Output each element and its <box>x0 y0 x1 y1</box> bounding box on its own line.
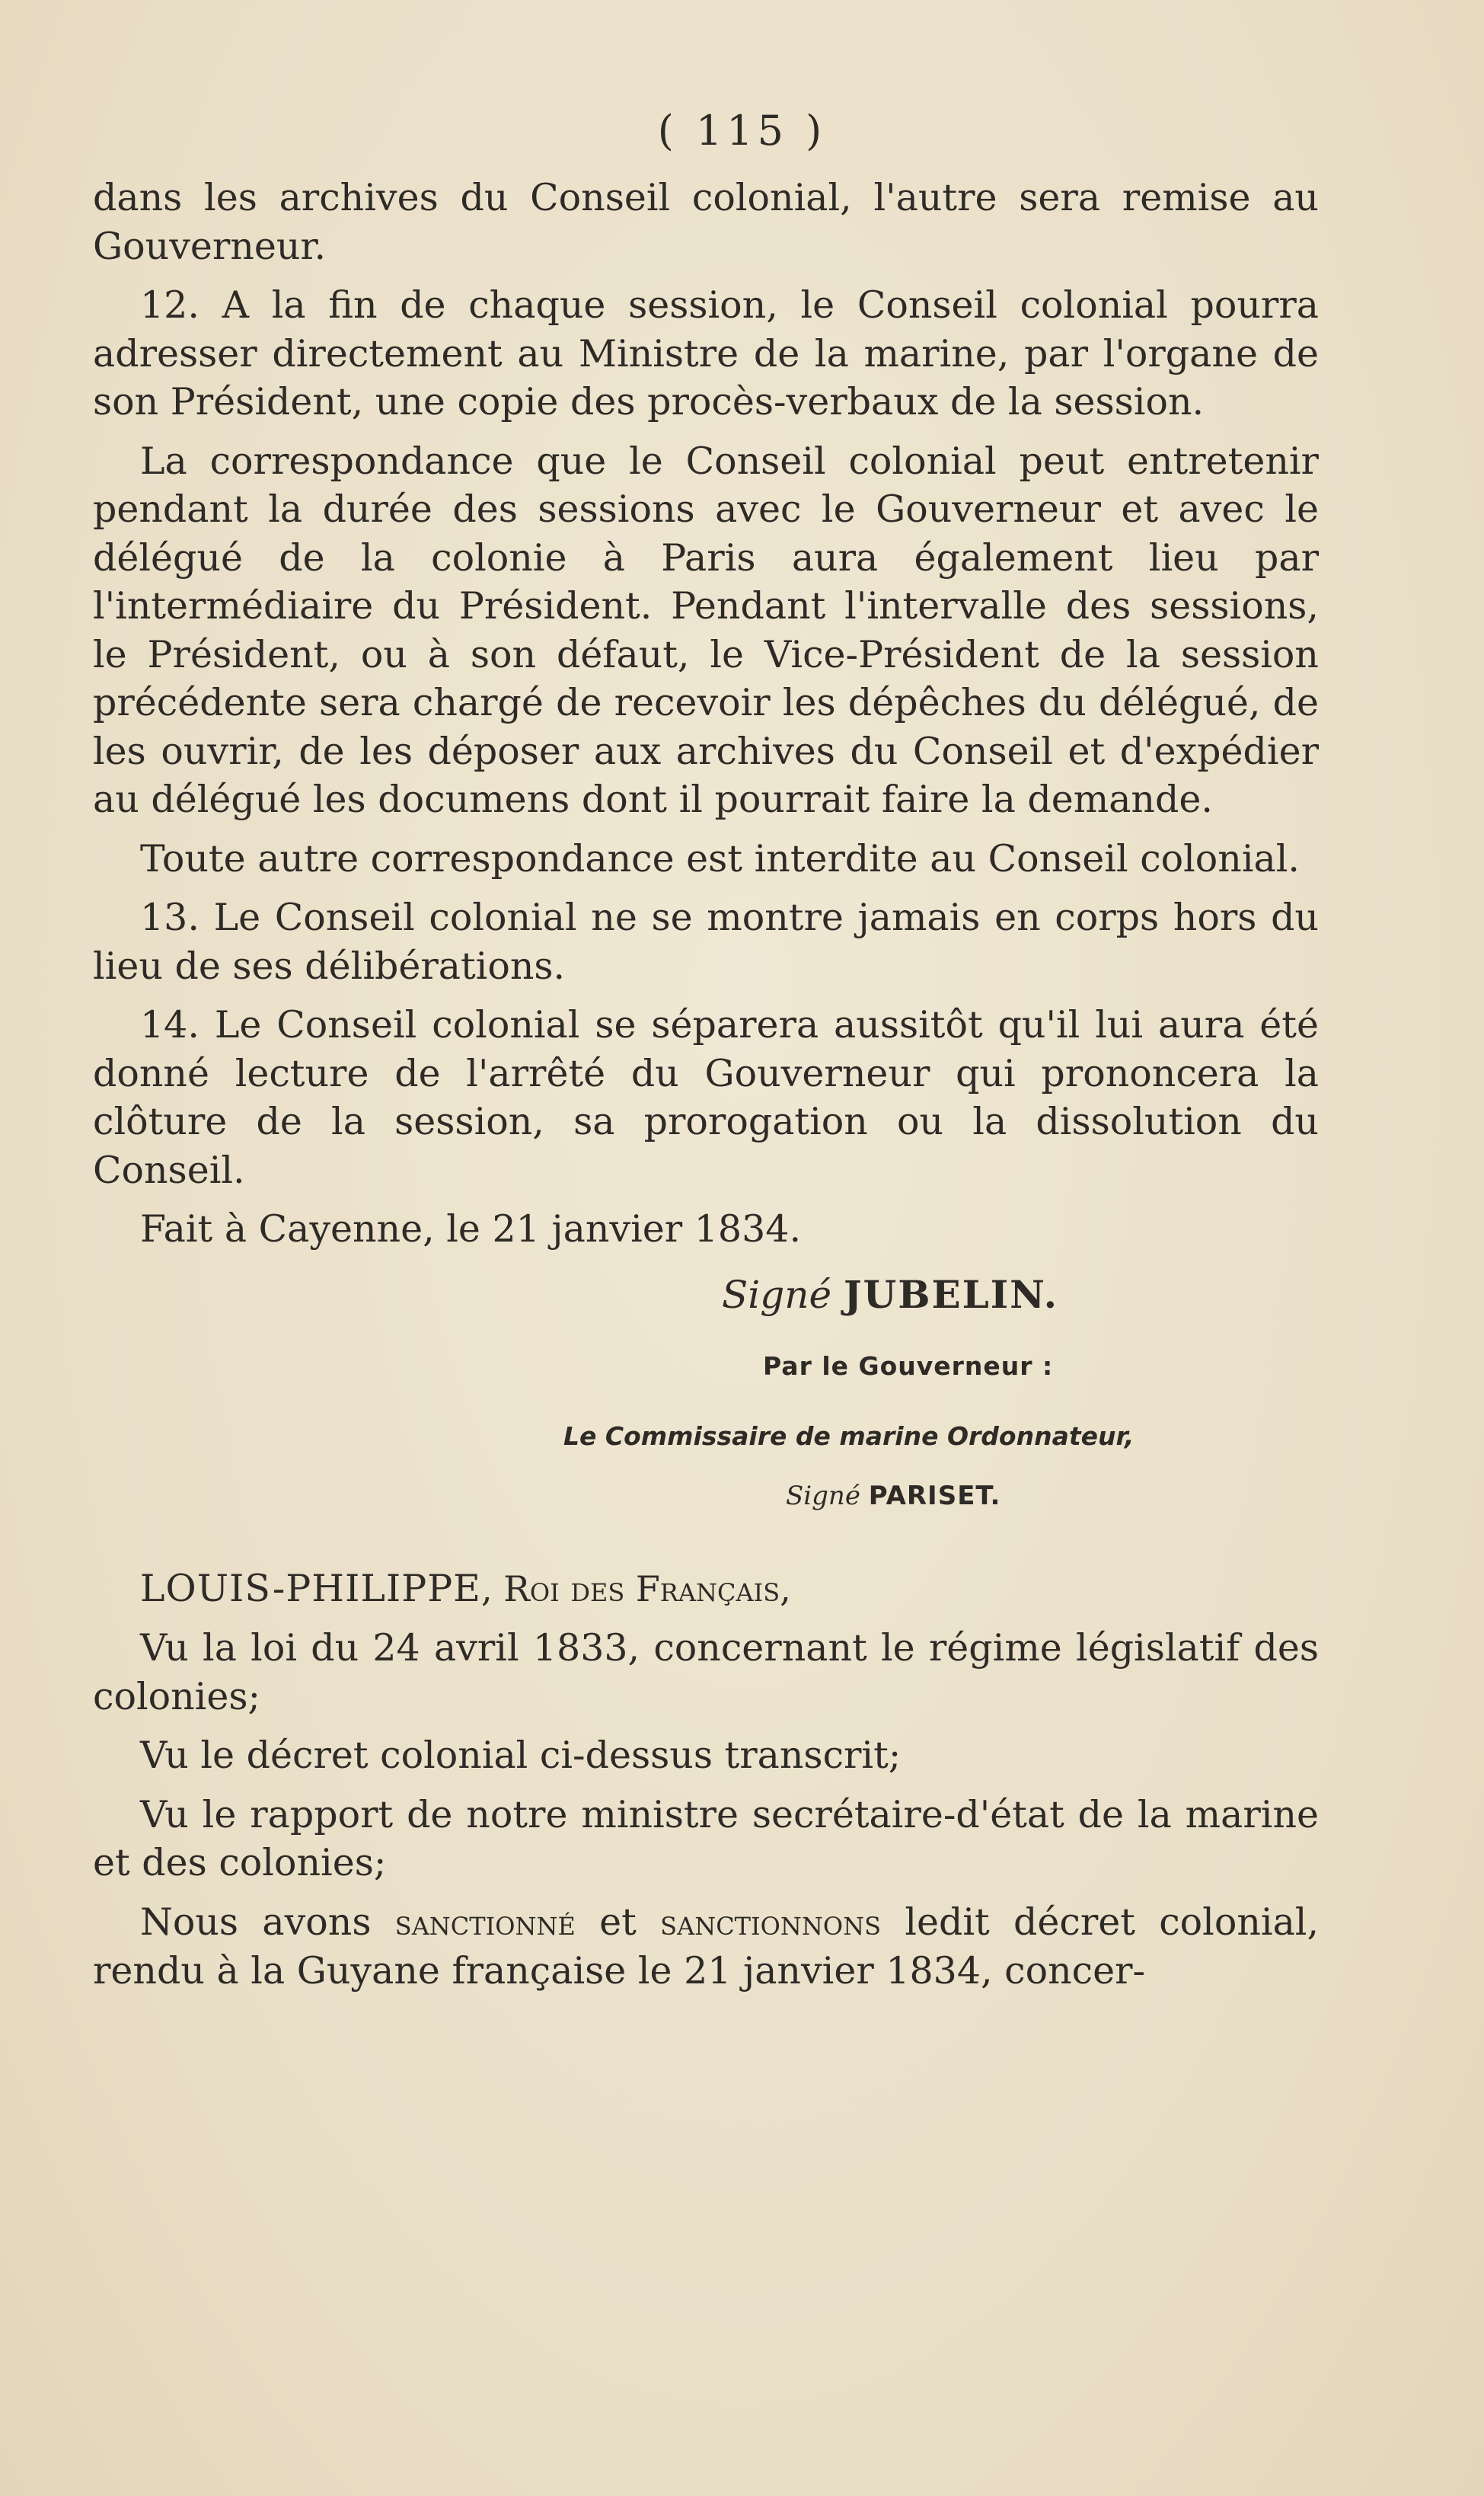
ordinance-considerant-3: Vu le rapport de notre ministre secrétaire-d'état de la marine et des colonies; <box>93 1792 1319 1884</box>
sanction-part-a: Nous avons <box>140 1900 372 1944</box>
sanction-keyword-1: sanctionné <box>394 1901 576 1943</box>
page-number: ( 115 ) <box>657 107 827 155</box>
ordinance-considerant-2: Vu le décret colonial ci-dessus transcrit; <box>140 1734 902 1777</box>
sanction-part-e: ledit décret colonial, rendu à la Guyane française le 21 janvier 1834, concer- <box>93 1900 1320 1993</box>
ordinance-considerant-1: Vu la loi du 24 avril 1833, concernant le régime législatif des colonies; <box>93 1626 1319 1718</box>
by-governor-line: Par le Gouverneur : <box>763 1350 1054 1381</box>
king-name: LOUIS-PHILIPPE <box>140 1566 481 1610</box>
king-heading <box>93 1564 1319 1614</box>
sanction-keyword-2: sanctionnons <box>660 1901 882 1943</box>
signature-jubelin <box>93 1264 1319 1325</box>
document-body <box>93 174 1319 2006</box>
paragraph-correspondence: La correspondance que le Conseil colonial peut entretenir pendant la durée des sessions avec le Gouverneur et avec le délégué de la colonie à Paris aura également lieu par l'intermédiaire du Président. Pendant l'intervalle des sessions, le Président, ou à son défaut, le Vice-Président de la session précédente sera chargé de recevoir les dépêches du délégué, de les ouvrir, de les déposer aux archives du Conseil et d'expédier au délégué les documens dont il pourrait faire la demande. <box>93 439 1319 821</box>
article-12: 12. A la fin de chaque session, le Conseil colonial pourra adresser directement au Ministre de la marine, par l'organe de son Président, une copie des procès-verbaux de la session. <box>93 283 1319 423</box>
signed-word: Signé <box>722 1272 832 1317</box>
royal-ordinance <box>93 1564 1319 1996</box>
commissaire-line: Le Commissaire de marine Ordonnateur, <box>563 1421 1135 1451</box>
article-14: 14. Le Conseil colonial se séparera aussitôt qu'il lui aura été donné lecture de l'arrêté du Gouverneur qui prononcera la clôture de la session, sa prorogation ou la dissolution du Conseil. <box>93 1003 1319 1192</box>
signatory-name: JUBELIN. <box>843 1271 1059 1317</box>
signed-word: Signé <box>786 1480 860 1511</box>
king-title: , Roi des Français, <box>480 1568 791 1609</box>
article-13: 13. Le Conseil colonial ne se montre jamais en corps hors du lieu de ses délibérations. <box>93 896 1319 988</box>
paragraph-continuation: dans les archives du Conseil colonial, l'autre sera remise au Gouverneur. <box>93 176 1319 268</box>
signature-pariset <box>93 1473 1319 1519</box>
paragraph-other-correspondence: Toute autre correspondance est interdite au Conseil colonial. <box>140 836 1300 880</box>
date-line: Fait à Cayenne, le 21 janvier 1834. <box>140 1207 802 1251</box>
signatory-name: PARISET. <box>868 1480 1001 1511</box>
sanction-part-c: et <box>599 1900 637 1944</box>
ordinance-sanction <box>93 1898 1319 1996</box>
